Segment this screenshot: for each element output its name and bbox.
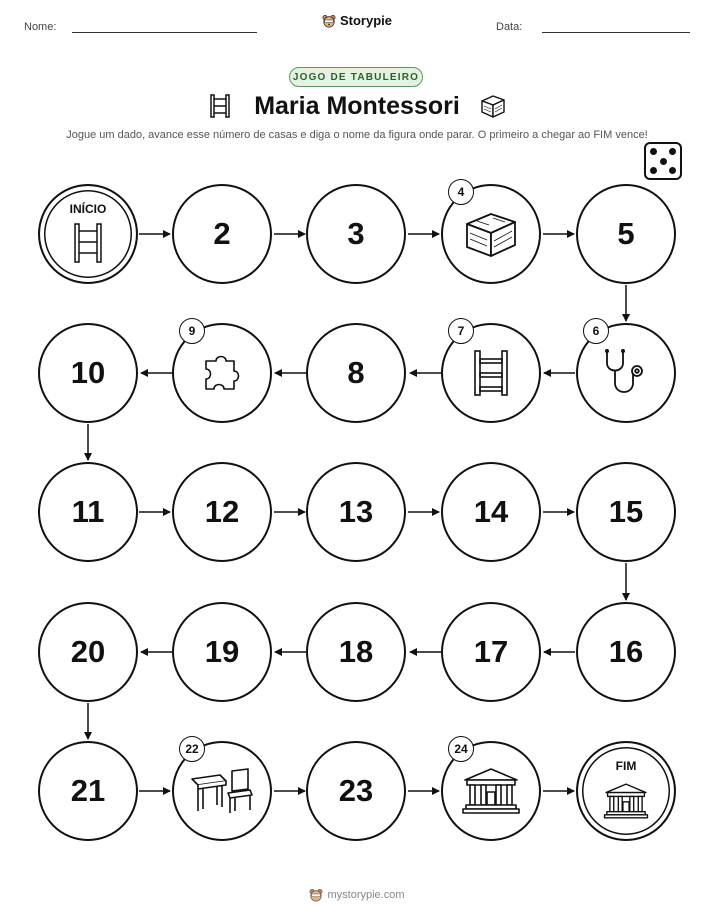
cell-number: 14 <box>473 494 509 529</box>
footer-url[interactable]: mystorypie.com <box>327 889 405 901</box>
stethoscope-icon <box>601 347 651 399</box>
board-cell-12[interactable] <box>172 462 272 562</box>
board-cell-21[interactable] <box>38 741 138 841</box>
museum-icon <box>461 766 521 816</box>
cell-number: 16 <box>608 634 644 669</box>
cell-number: 2 <box>213 216 231 251</box>
cell-number: 17 <box>473 634 509 669</box>
board-cell-3[interactable] <box>306 184 406 284</box>
cell-number-badge: 9 <box>179 318 205 344</box>
brand-name: Storypie <box>339 13 392 28</box>
cell-number-badge: 6 <box>583 318 609 344</box>
board-cell-2[interactable] <box>172 184 272 284</box>
board-cell-22[interactable] <box>172 741 272 841</box>
board-cell-8[interactable] <box>306 323 406 423</box>
board-cell-7[interactable] <box>441 323 541 423</box>
page-title: Maria Montessori <box>254 92 460 120</box>
cell-number: 3 <box>347 216 365 251</box>
board-cell-9[interactable] <box>172 323 272 423</box>
cell-number-badge: 24 <box>448 736 474 762</box>
cell-number-badge: 22 <box>179 736 205 762</box>
game-badge: JOGO DE TABULEIRO <box>289 67 423 87</box>
board-cell-15[interactable] <box>576 462 676 562</box>
board-cell-6[interactable] <box>576 323 676 423</box>
bear-logo-icon <box>309 888 323 902</box>
ladder-shelf-icon <box>70 222 106 264</box>
cell-number: 20 <box>70 634 106 669</box>
board-cell-14[interactable] <box>441 462 541 562</box>
board-cell-4[interactable] <box>441 184 541 284</box>
cell-number: 12 <box>204 494 240 529</box>
end-label: FIM <box>615 759 637 773</box>
cell-number: 13 <box>338 494 374 529</box>
board-cell-5[interactable] <box>576 184 676 284</box>
museum-icon <box>603 781 649 821</box>
board-cell-23[interactable] <box>306 741 406 841</box>
board-cell-24[interactable] <box>441 741 541 841</box>
board-cell-18[interactable] <box>306 602 406 702</box>
board-cell-16[interactable] <box>576 602 676 702</box>
cell-number: 23 <box>338 773 374 808</box>
cell-number: 10 <box>70 355 106 390</box>
board-cell-17[interactable] <box>441 602 541 702</box>
puzzle-piece-icon <box>202 353 242 393</box>
board-cell-start[interactable] <box>38 184 138 284</box>
cell-number-badge: 7 <box>448 318 474 344</box>
board-cell-13[interactable] <box>306 462 406 562</box>
school-desk-icon <box>190 767 254 815</box>
cell-number: 5 <box>617 216 635 251</box>
cell-number: 8 <box>347 355 365 390</box>
instructions: Jogue um dado, avance esse número de casas e diga o nome da figura onde parar. O primeiro a chegar ao FIM vence! <box>66 129 648 141</box>
board-cell-11[interactable] <box>38 462 138 562</box>
wooden-block-icon <box>463 209 519 259</box>
date-label: Data: <box>496 21 523 33</box>
cell-number: 15 <box>608 494 644 529</box>
board-cell-20[interactable] <box>38 602 138 702</box>
board-cell-end[interactable] <box>576 741 676 841</box>
board-cell-19[interactable] <box>172 602 272 702</box>
footer <box>0 888 714 905</box>
cell-number-badge: 4 <box>448 179 474 205</box>
cell-number: 11 <box>71 494 105 529</box>
cell-number: 19 <box>204 634 240 669</box>
board-cell-10[interactable] <box>38 323 138 423</box>
name-label: Nome: <box>24 21 57 33</box>
shelf-icon <box>471 349 511 397</box>
cell-number: 18 <box>338 634 374 669</box>
cell-number: 21 <box>70 773 106 808</box>
start-label: INÍCIO <box>69 202 107 216</box>
